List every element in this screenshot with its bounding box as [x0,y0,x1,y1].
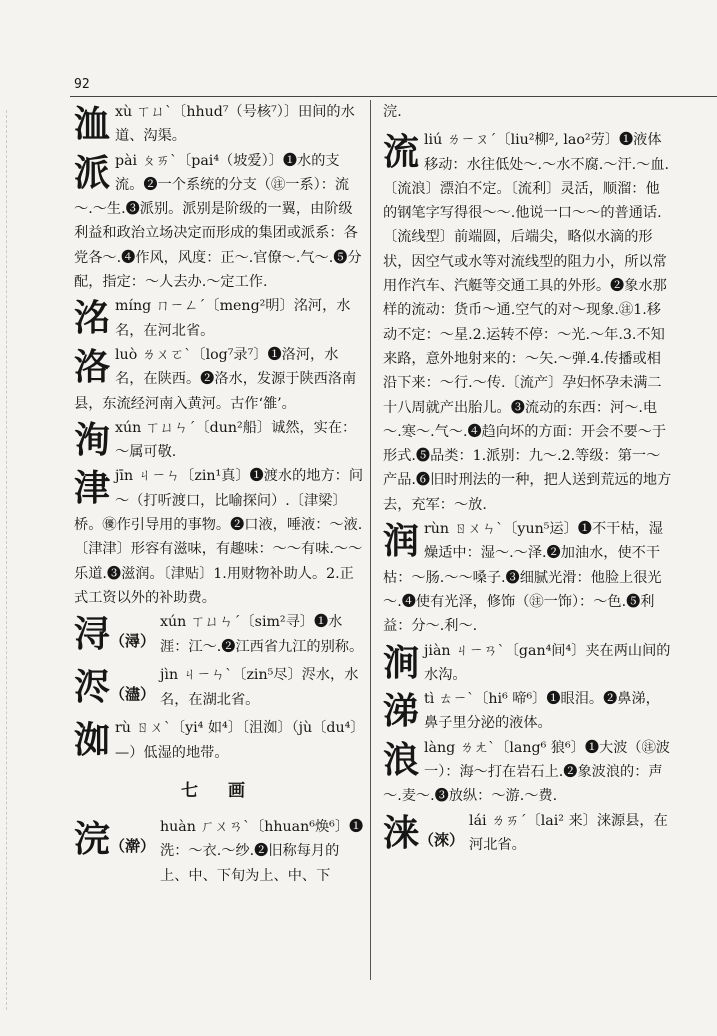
dictionary-entry [383,809,673,862]
page-number: 92 [74,77,90,92]
dictionary-entry [74,716,364,765]
continued-text: 浣. [383,104,402,120]
traditional-variant: （澣） [110,837,156,856]
dictionary-entry [74,294,364,343]
right-column [383,100,673,862]
headword: 津 [74,467,111,510]
entry-definition: rùn ㄖㄨㄣˋ〔yun⁵运〕❶不干枯，湿燥适中：湿～.～泽.❷加油水，使不干枯：～肠.～～嗓子.❸细腻光滑：他脸上很光～.❹使有光泽，修饰（㊟一饰）：～色.❺利益：分～.利～. [383,521,663,635]
dictionary-entry [383,517,673,638]
headword: 流 [383,131,420,174]
scan-fold-line [6,110,7,1010]
entry-definition: jiàn ㄐㄧㄢˋ〔gan⁴间⁴〕夹在两山间的水沟。 [424,642,671,683]
dictionary-entry [74,100,364,149]
traditional-variant: （濜） [110,685,156,704]
dictionary-entry [383,736,673,809]
headword-char: 浣 [74,818,111,861]
entry-definition: pài ㄆㄞˋ〔pai⁴（坡爱）〕❶水的支流。❷一个系统的分支（㊟一系）：流～.～生.❸派别。派别是阶级的一翼，由阶级利益和政治立场决定而形成的集团或派系：各党各～.❹作风，风度：正～.官僚～.气～.❺分配，指定：～人去办.～定工作. [74,152,362,291]
headword-char: 浕 [74,666,111,709]
headword: 润 [383,520,420,563]
dictionary-entry [74,149,364,295]
dictionary-entry [383,128,673,517]
dictionary-entry [74,343,364,416]
entry-definition: míng ㄇㄧㄥˊ〔meng²明〕洺河，水名，在河北省。 [115,298,351,339]
dictionary-entry [74,416,364,465]
headword [383,811,464,862]
headword: 洵 [74,418,111,461]
entry-definition: liú ㄌㄧㄡˊ〔liu²柳², lao²劳〕❶液体移动：水往低处～.～水不腐.～汗.～血.〔流浪〕漂泊不定。〔流利〕灵活，顺溜：他的钢笔字写得很～～.他说一口～～的普通话.〔流线型〕前端圆，后端尖，略似水滴的形状，因空气或水等对流线型的阻力小，所以常用作汽车、汽艇等交通工具的外形。❷象水那样的流动：货币～通.空气的对～现象.㊟1.移动不定：～星.2.运转不停：～光.～年.3.不知来路，意外地射来的：～矢.～弹.4.传播或相沿下来：～行.～传.〔流产〕孕妇怀孕未满二十八周就产出胎儿。❸流动的东西：河～.电～.寒～.气～.❹趋向坏的方面：开会不要～于形式.❺品类：1.派别：九～.2.等级：第一～产品.❻旧时刑法的一种，把人送到荒远的地方去，充军：～放. [383,132,672,513]
header-rule [70,96,717,97]
entry-definition: xù ㄒㄩˋ〔hhud⁷（号核⁷）〕田间的水道、沟渠。 [115,104,355,145]
dictionary-entry [74,610,364,663]
traditional-variant: （淶） [419,830,465,849]
entry-definition: jīn ㄐㄧㄣ〔zin¹真〕❶渡水的地方：问～（打听渡口，比喻探问）.〔津梁〕桥。㊝作引导用的事物。❷口液，唾液：～液.〔津津〕形容有滋味，有趣味：～～有味.～～乐道.❸滋润。〔津贴〕1.用财物补助人。2.正式工资以外的补助费。 [74,468,364,606]
headword: 洛 [74,345,111,388]
dictionary-entry [74,663,364,716]
entry-definition: xún ㄒㄩㄣˊ〔dun²船〕诚然，实在：～属可敬. [115,419,357,461]
headword [74,665,155,716]
headword: 派 [74,151,111,194]
headword: 洳 [74,719,111,762]
column-divider [370,100,371,980]
left-column [74,100,364,888]
entry-definition: làng ㄌㄤˋ〔lang⁶ 狼⁶〕❶大波（㊟波一）：海～打在岩石上.❷象波浪的：声～.麦～.❸放纵：～游.～费. [383,739,670,805]
entry-definition: tì ㄊㄧˋ〔hi⁶ 啼⁶〕❶眼泪。❷鼻涕，鼻子里分泌的液体。 [424,691,660,732]
headword [74,817,155,868]
dictionary-entry [74,464,364,610]
dictionary-entry [74,815,364,888]
traditional-variant: （潯） [110,632,156,651]
headword: 涧 [383,641,420,684]
entry-definition: rù ㄖㄨˋ〔yi⁴ 如⁴〕〔沮洳〕（jù〔du⁴〕—）低湿的地带。 [115,720,358,761]
headword: 洺 [74,297,111,340]
section-heading: 七 画 [181,780,257,801]
dictionary-entry [383,687,673,736]
entry-definition: luò ㄌㄨㄛˋ〔log⁷录⁷〕❶洛河，水名，在陕西。❷洛水，发源于陕西洛南县，东流经河南入黄河。古作‘雒’。 [74,346,357,412]
headword: 浪 [383,738,420,781]
entry-definition: jìn ㄐㄧㄣˋ〔zin⁵尽〕浕水，水名，在湖北省。 [160,667,359,708]
headword [74,612,155,663]
entry-definition: xún ㄒㄩㄣˊ〔sim²寻〕❶水涯：江～.❷江西省九江的别称。 [160,614,364,655]
headword-char: 涞 [383,811,420,854]
entry-definition: huàn ㄏㄨㄢˋ〔hhuan⁶焕⁶〕❶洗：～衣.～纱.❷旧称每月的上、中、下旬为上、中、下 [160,819,364,884]
dictionary-entry [383,639,673,688]
headword: 涕 [383,690,420,733]
entry-definition: lái ㄌㄞˊ〔lai² 来〕涞源县，在河北省。 [469,812,668,853]
headword-char: 浔 [74,613,111,656]
headword: 洫 [74,103,111,145]
